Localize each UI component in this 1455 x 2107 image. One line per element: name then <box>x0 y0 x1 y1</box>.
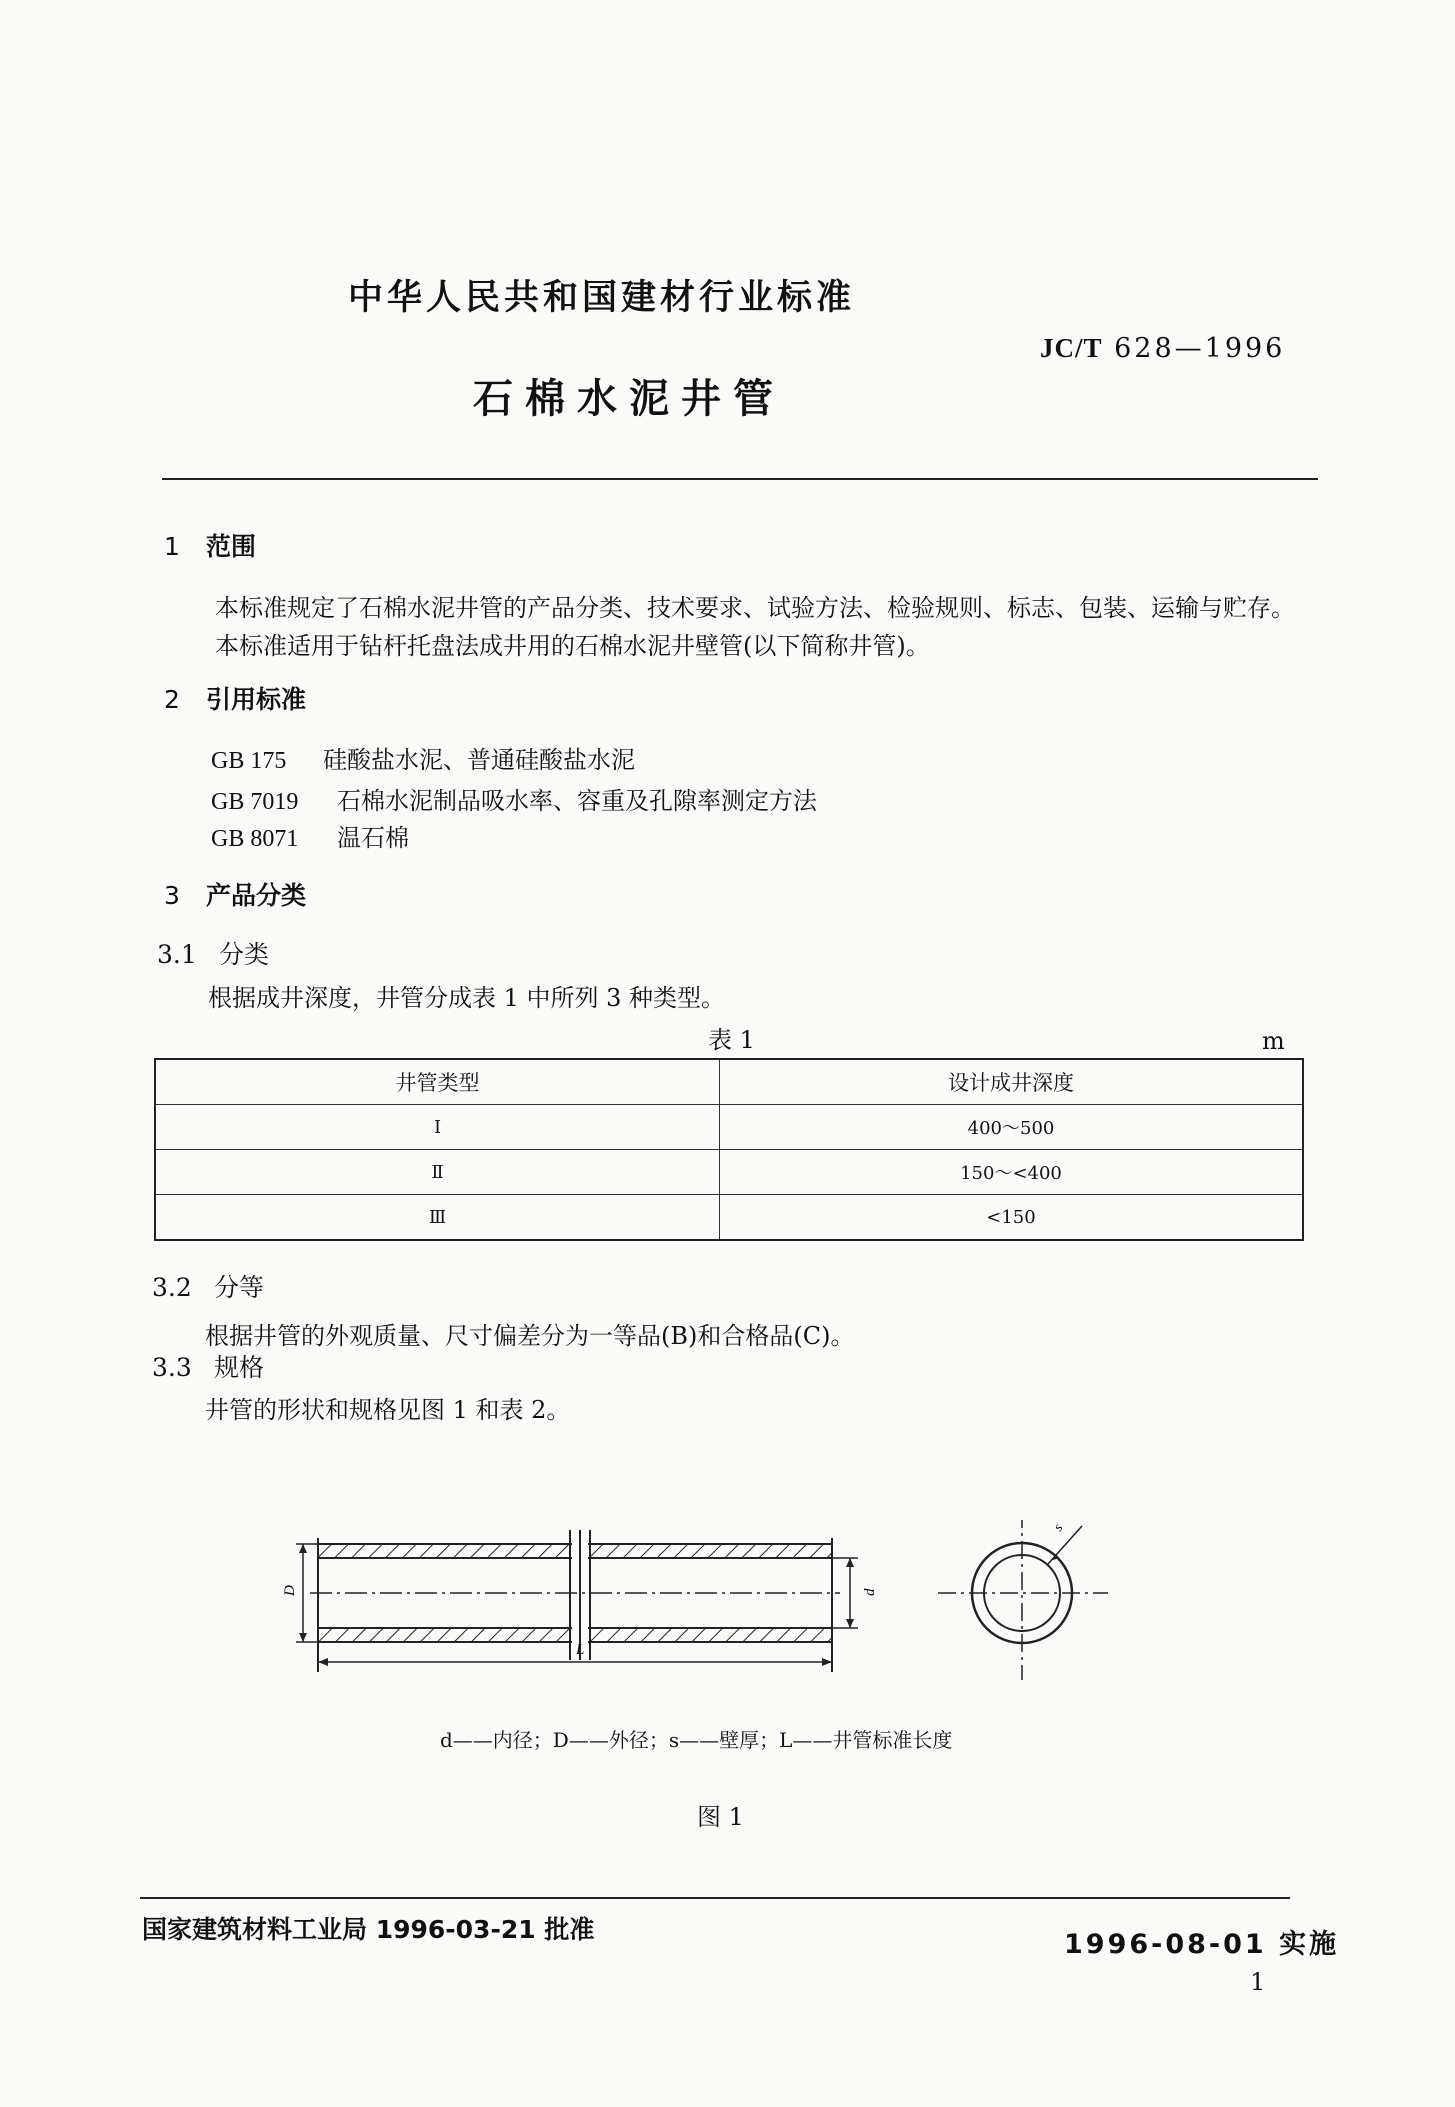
section-3-3-para: 井管的形状和规格见图 1 和表 2。 <box>205 1396 571 1424</box>
pipe-side-view <box>282 1530 878 1672</box>
section-3-1-heading <box>157 935 269 971</box>
section-title: 范围 <box>206 532 257 561</box>
section-1-para-1: 本标准规定了石棉水泥井管的产品分类、技术要求、试验方法、检验规则、标志、包装、运输与贮存。 <box>215 594 1295 622</box>
table-header-cell: 设计成井深度 <box>720 1059 1304 1105</box>
table-row <box>155 1150 1303 1195</box>
pipe-cross-section <box>938 1520 1108 1680</box>
figure-caption: 图 1 <box>697 1803 744 1831</box>
figure-legend: d——内径；D——外径；s——壁厚；L——井管标准长度 <box>440 1728 953 1752</box>
reference-item <box>211 740 635 775</box>
classification-table <box>154 1058 1304 1241</box>
standard-code <box>1040 333 1285 364</box>
dim-label-d: d <box>862 1588 878 1596</box>
table-caption: 表 1 <box>708 1026 755 1054</box>
section-number: 3.2 <box>152 1273 192 1302</box>
section-3-heading <box>164 876 306 912</box>
section-2-heading <box>164 680 306 716</box>
section-number: 2 <box>164 685 180 714</box>
section-1-para-2: 本标准适用于钻杆托盘法成井用的石棉水泥井壁管(以下简称井管)。 <box>215 632 930 660</box>
reference-title: 石棉水泥制品吸水率、容重及孔隙率测定方法 <box>337 787 817 815</box>
table-header-row <box>155 1059 1303 1105</box>
section-number: 3 <box>164 881 180 910</box>
table-header-cell: 井管类型 <box>155 1059 720 1105</box>
page-number: 1 <box>1250 1968 1266 1996</box>
section-3-2-heading <box>152 1268 264 1304</box>
section-title: 规格 <box>214 1353 265 1382</box>
reference-code: GB 7019 <box>211 789 299 815</box>
section-title: 产品分类 <box>206 881 307 910</box>
section-title: 分类 <box>219 940 270 969</box>
reference-title: 温石棉 <box>337 824 409 852</box>
section-3-3-heading <box>152 1348 264 1384</box>
dim-label-L: L <box>576 1642 585 1658</box>
table-unit: m <box>1262 1027 1285 1055</box>
footer-divider <box>140 1897 1290 1899</box>
section-3-1-para: 根据成井深度，井管分成表 1 中所列 3 种类型。 <box>208 984 726 1012</box>
section-number: 1 <box>164 532 180 561</box>
reference-code: GB 8071 <box>211 826 299 852</box>
dim-label-s: s <box>1050 1521 1067 1535</box>
table-cell: 400～500 <box>720 1105 1304 1150</box>
table-row <box>155 1195 1303 1241</box>
table-cell: Ⅰ <box>155 1105 720 1150</box>
reference-title: 硅酸盐水泥、普通硅酸盐水泥 <box>323 746 635 774</box>
dim-label-D: D <box>282 1585 298 1596</box>
section-1-heading <box>164 527 256 563</box>
reference-code: GB 175 <box>211 748 287 774</box>
pipe-diagram <box>270 1520 1130 1700</box>
section-title: 引用标准 <box>206 685 307 714</box>
standard-prefix: JC/T <box>1040 333 1103 363</box>
section-number: 3.3 <box>152 1353 192 1382</box>
reference-item <box>211 818 409 853</box>
header-divider <box>162 478 1318 480</box>
standard-number: 628—1996 <box>1114 333 1286 364</box>
document-title: 石棉水泥井管 <box>473 376 785 422</box>
table-row <box>155 1105 1303 1150</box>
table-cell: Ⅲ <box>155 1195 720 1241</box>
approval-line: 国家建筑材料工业局 1996-03-21 批准 <box>142 1915 595 1944</box>
org-title: 中华人民共和国建材行业标准 <box>348 278 856 318</box>
table-cell: <150 <box>720 1195 1304 1241</box>
table-cell: 150～<400 <box>720 1150 1304 1195</box>
effective-date: 1996-08-01 实施 <box>1064 1929 1340 1960</box>
table-cell: Ⅱ <box>155 1150 720 1195</box>
section-number: 3.1 <box>157 940 197 969</box>
section-title: 分等 <box>214 1273 265 1302</box>
section-3-2-para: 根据井管的外观质量、尺寸偏差分为一等品(B)和合格品(C)。 <box>205 1322 855 1350</box>
reference-item <box>211 781 817 816</box>
